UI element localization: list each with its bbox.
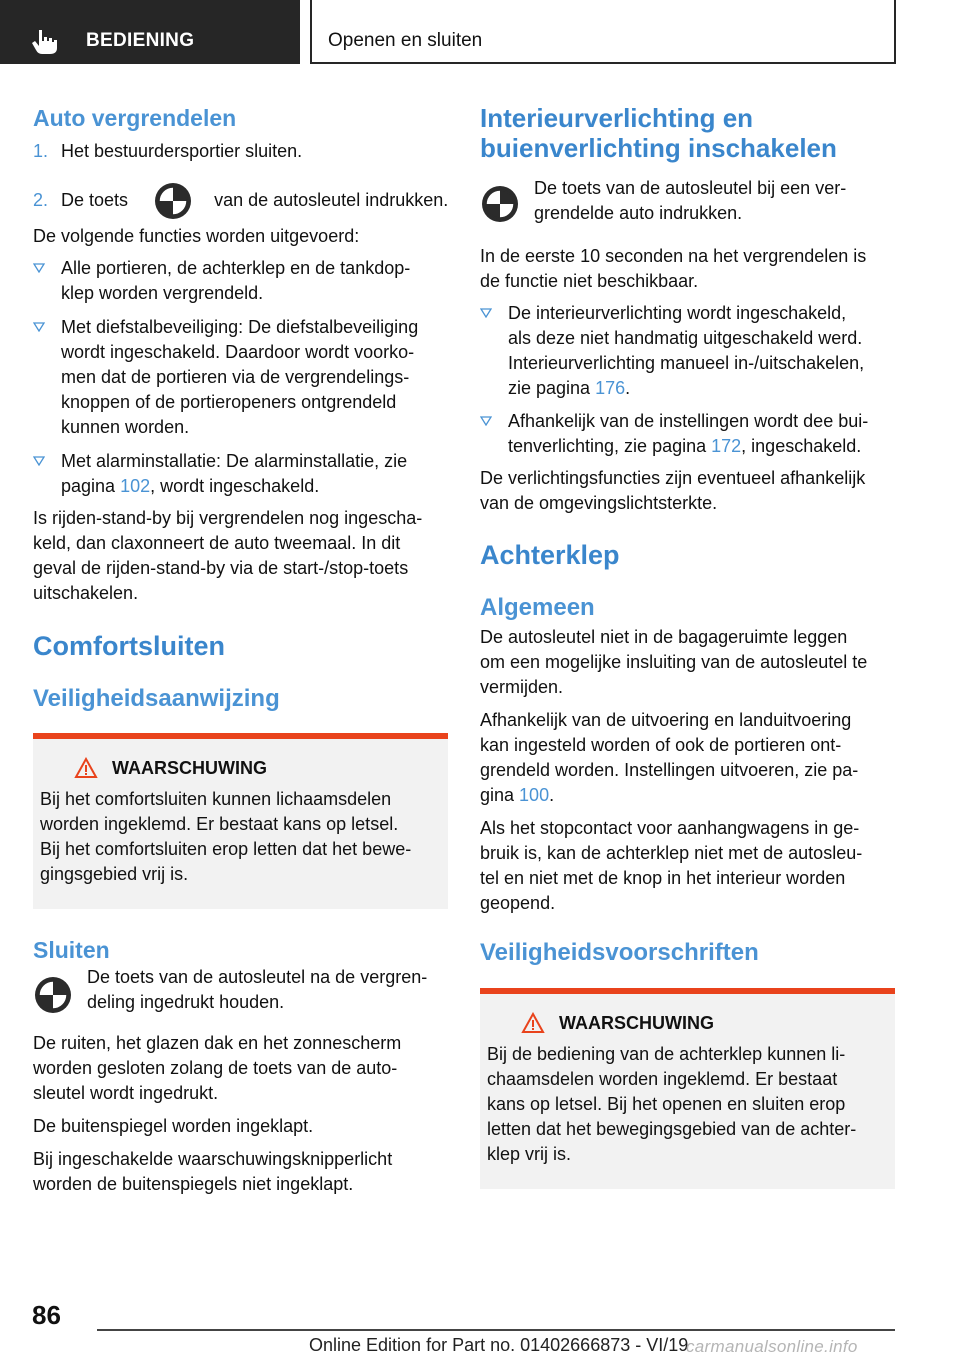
page-link-176[interactable]: 176 (595, 378, 626, 398)
warning-triangle-icon (74, 757, 98, 779)
bmw-lock-key-icon (33, 975, 73, 1015)
watermark: carmanualsonline.info (686, 1337, 858, 1356)
heading-veiligheidsvoorschriften: Veiligheidsvoorschriften (480, 939, 759, 966)
interieur-icon-paragraph: De toets van de autosleutel bij een ver- grendelde auto indrukken. (480, 176, 896, 226)
triangle-bullet-icon (33, 263, 45, 273)
list-item: Met diefstalbeveiliging: De diefstalbeveiliging wordt ingeschakeld. Daardoor wordt voorko- men dat de portieren via de vergrendelings- knoppen of de portieropeners ontgrendeld kunnen worden. (33, 315, 449, 440)
page-link-100[interactable]: 100 (519, 785, 550, 805)
step-item: 2. De toets van de autosleutel indrukken. (33, 180, 449, 220)
heading-sluiten: Sluiten (33, 937, 110, 963)
section-title: BEDIENING (86, 30, 195, 51)
triangle-bullet-icon (33, 456, 45, 466)
left-column (33, 100, 449, 1197)
heading-algemeen: Algemeen (480, 594, 595, 621)
page-header (0, 0, 960, 66)
stopcontact-paragraph: Als het stopcontact voor aanhangwagens in ge- bruik is, kan de achterklep niet met de autosleu- tel en niet met de knop in het interieur worden geopend. (480, 818, 863, 913)
list-item: Alle portieren, de achterklep en de tankdop- klep worden vergrendeld. (33, 256, 449, 306)
verlicht-paragraph: De verlichtingsfuncties zijn eventueel afhankelijk van de omgevingslichtsterkte. (480, 468, 866, 513)
list-item: Afhankelijk van de instellingen wordt dee bui- tenverlichting, zie pagina 172, ingeschakeld. (480, 409, 896, 459)
footer-edition: Online Edition for Part no. 01402666873 - VI/19 (309, 1335, 689, 1355)
ruiten-paragraph: De ruiten, het glazen dak en het zonnescherm worden gesloten zolang de toets van de auto- sleutel wordt ingedrukt. (33, 1033, 402, 1103)
heading-interieurverlichting: Interieurverlichting en buienverlichting inschakelen (480, 103, 837, 163)
heading-comfortsluiten: Comfortsluiten (33, 631, 225, 661)
heading-auto-vergrendelen: Auto vergrendelen (33, 105, 237, 131)
list-item: De interieurverlichting wordt ingeschakeld, als deze niet handmatig uitgeschakeld werd. Interieurverlichting manueel in-/uitschakelen, zie pagina 176. (480, 301, 896, 401)
algemeen-paragraph: De autosleutel niet in de bagageruimte leggen om een mogelijke insluiting van de autosleutel te vermijden. (480, 627, 868, 697)
afhankelijk-paragraph: Afhankelijk van de uitvoering en landuitvoering kan ingesteld worden of ook de portieren ont- grendeld worden. Instellingen uitvoeren, zie pa- gina 100. (480, 710, 859, 805)
page-number: 86 (32, 1300, 61, 1330)
right-column (480, 100, 896, 1189)
page-link-102[interactable]: 102 (120, 476, 151, 496)
interieur-list (480, 301, 896, 459)
footer-divider (97, 1329, 895, 1331)
standby-paragraph: Is rijden-stand-by bij vergrendelen nog ingescha- keld, dan claxonneert de auto tweemaal. In dit geval de rijden-stand-by via de start-/stop-toets uitschakelen. (33, 508, 423, 603)
list-item: Met alarminstallatie: De alarminstallatie, zie pagina 102, wordt ingeschakeld. (33, 449, 449, 499)
warning-label: WAARSCHUWING (112, 757, 267, 778)
heading-achterklep: Achterklep (480, 540, 620, 570)
triangle-bullet-icon (480, 308, 492, 318)
bmw-lock-key-icon (480, 184, 520, 224)
triangle-bullet-icon (33, 322, 45, 332)
hand-pointer-icon (30, 28, 60, 56)
knipper-paragraph: Bij ingeschakelde waarschuwingsknipperlicht worden de buitenspiegels niet ingeklapt. (33, 1149, 393, 1194)
heading-veiligheidsaanwijzing: Veiligheidsaanwijzing (33, 685, 280, 712)
functions-list (33, 256, 449, 499)
section-tab (0, 0, 300, 64)
spiegel-paragraph: De buitenspiegel worden ingeklapt. (33, 1116, 314, 1136)
warning-label: WAARSCHUWING (559, 1012, 714, 1033)
warning-triangle-icon (521, 1012, 545, 1034)
topic-title: Openen en sluiten (328, 30, 483, 51)
page-link-172[interactable]: 172 (711, 436, 742, 456)
functions-intro: De volgende functies worden uitgevoerd: (33, 226, 360, 246)
sluiten-icon-paragraph: De toets van de autosleutel na de vergren- deling ingedrukt houden. (33, 965, 449, 1015)
triangle-bullet-icon (480, 416, 492, 426)
topic-tab (310, 0, 896, 64)
warning-box: WAARSCHUWING Bij de bediening van de achterklep kunnen li- chaamsdelen worden ingeklemd. Er bestaat kans op letsel. Bij het openen en sluiten erop letten dat het bewegingsgebied van de achter- klep vrij is. (480, 988, 895, 1189)
first10-paragraph: In de eerste 10 seconden na het vergrendelen is de functie niet beschikbaar. (480, 246, 867, 291)
bmw-lock-key-icon (153, 181, 193, 221)
step-item: 1. Het bestuurdersportier sluiten. (33, 141, 303, 161)
warning-box: WAARSCHUWING Bij het comfortsluiten kunnen lichaamsdelen worden ingeklemd. Er bestaat kans op letsel. Bij het comfortsluiten erop letten dat het bewe- gingsgebied vrij is. (33, 733, 448, 909)
steps-list (33, 139, 449, 220)
